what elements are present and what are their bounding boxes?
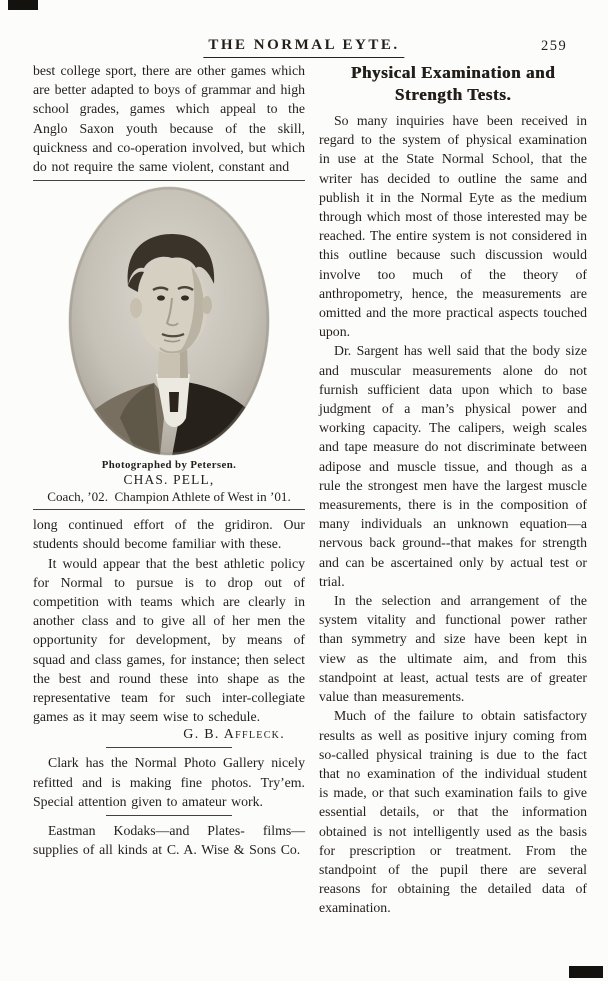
article-paragraph: Dr. Sargent has well said that the body size and muscular measurements alone do not furnish sufficient data upon which to base judgment of a man’s physical power and working capacity. The calipers, weigh scales and tape measure do not discriminate between adipose and muscle tissue, and though as a rule the strongest men have the largest muscle measurements, there is in the composition of many individuals an unknown equation—a nervous back ground--that makes for strength and can be ascertained only by actual test or trial. (319, 343, 587, 589)
photo-credit: Photographed by Petersen. (101, 459, 237, 472)
divider-rule (106, 815, 232, 816)
portrait-photo (68, 186, 270, 456)
paragraph-sports: best college sport, there are other games which are better adapted to boys of grammar and high school grades, games which appeal to the Anglo Saxon youth because of the skill, quickness and co-operation involved, but which do not require the same violent, constant and (33, 63, 305, 175)
left-column (33, 61, 305, 859)
photo-subject-name: CHAS. PELL, (123, 472, 215, 488)
paragraph-athletic-policy: It would appear that the best athletic policy for Normal to pursue is to drop out of competition with teams which are clearly in another class and to give all of her men the opportunity for development, by means of squad and class games, for instance; then select the best and round these into shape as the representative team for such inter-collegiate games as it may seem wise to schedule. (33, 555, 305, 725)
portrait-caption (33, 459, 305, 505)
divider-rule (33, 509, 305, 510)
portrait-figure (33, 186, 305, 505)
article-paragraph: Much of the failure to obtain satisfactory results as well as positive injury coming from so-called physical training is due to the fact that no examination of the individual student is made, or that such examination fails to give essential details, or that the information obtained is not intelligently used as the basis for prescription or treatment. From the standpoint of the pupil there are several reasons for obtaining the detailed data of examination. (319, 708, 587, 916)
paragraph-gridiron: long continued effort of the gridiron. Our students should become familiar with these. (33, 517, 305, 552)
page-number: 259 (541, 38, 568, 54)
scan-artifact-top-left (8, 0, 38, 10)
divider-rule (33, 180, 305, 181)
right-column (319, 61, 587, 918)
scan-artifact-bottom-right (569, 966, 603, 978)
article-paragraph: So many inquiries have been received in regard to the system of physical examination in use at the State Normal School, that the writer has decided to outline the same and publish it in the Normal Eyte as the medium through which most of those interested may be reached. The entire system is not considered in this outline because such discussion would involve too much of the theory of anthropometry, hence, the measurements are omitted and the more practical aspects touched upon. (319, 113, 587, 340)
article-heading (319, 62, 587, 105)
article-paragraph: In the selection and arrangement of the system vitality and functional power rather than symmetry and size have been kept in view as the ultimate aim, and from this standpoint at least, actual tests are of greater value than measurements. (319, 593, 587, 705)
masthead-title: THE NORMAL EYTE. (203, 37, 404, 58)
photo-subject-title: Coach, ’02. Champion Athlete of West in ’01. (47, 489, 291, 505)
article-heading-line1: Physical Examination and (350, 63, 556, 82)
divider-rule (106, 747, 232, 748)
notice-kodaks: Eastman Kodaks—and Plates- films— supplies of all kinds at C. A. Wise & Sons Co. (33, 823, 305, 858)
author-signature: G. B. Affleck. (183, 727, 285, 743)
notice-photo-gallery: Clark has the Normal Photo Gallery nicely refitted and is making fine photos. Try’em. Special attention given to amateur work. (33, 755, 305, 809)
article-heading-line2: Strength Tests. (394, 84, 512, 104)
